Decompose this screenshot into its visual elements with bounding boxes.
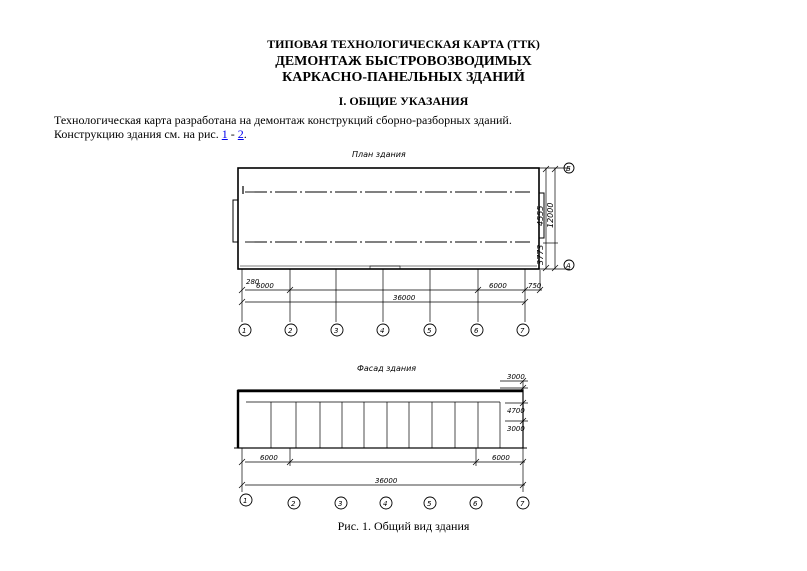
plan-dim-vert-upper: 4555 bbox=[536, 205, 545, 226]
facade-dim-top: 3000 bbox=[507, 373, 525, 381]
building-facade bbox=[234, 390, 527, 448]
plan-horizontal-dimensions bbox=[239, 269, 543, 322]
figure-1-link[interactable]: 1 bbox=[221, 127, 228, 141]
facade-axis-7: 7 bbox=[520, 500, 525, 508]
facade-axis-1: 1 bbox=[243, 497, 248, 505]
plan-axis-5: 5 bbox=[427, 327, 432, 335]
facade-title: Фасад здания bbox=[357, 364, 417, 373]
plan-dim-right-bay: 6000 bbox=[489, 282, 507, 290]
plan-axis-1: 1 bbox=[242, 327, 247, 335]
facade-axis-4: 4 bbox=[383, 500, 388, 508]
plan-axis-4: 4 bbox=[380, 327, 385, 335]
building-plan bbox=[233, 168, 544, 269]
plan-row-axis-b: Б bbox=[566, 165, 571, 173]
intro-line-2-prefix: Конструкцию здания см. на рис. bbox=[54, 127, 222, 141]
facade-axis-5: 5 bbox=[427, 500, 432, 508]
facade-dim-left-bay: 6000 bbox=[260, 454, 278, 462]
plan-title: План здания bbox=[352, 150, 406, 159]
facade-axis-2: 2 bbox=[291, 500, 296, 508]
intro-line-1: Технологическая карта разработана на демонтаж конструкций сборно-разборных зданий. bbox=[54, 113, 512, 127]
plan-dim-right-small: 750 bbox=[528, 282, 542, 290]
facade-horizontal-dimensions bbox=[239, 448, 526, 492]
facade-axis-6: 6 bbox=[473, 500, 478, 508]
facade-dim-mid: 4700 bbox=[507, 407, 525, 415]
plan-axis-2: 2 bbox=[288, 327, 293, 335]
plan-axis-3: 3 bbox=[334, 327, 339, 335]
plan-axis-6: 6 bbox=[474, 327, 479, 335]
title-line-2: КАРКАСНО-ПАНЕЛЬНЫХ ЗДАНИЙ bbox=[282, 70, 525, 85]
title-line-1: ДЕМОНТАЖ БЫСТРОВОЗВОДИМЫХ bbox=[275, 54, 532, 69]
figure-2-link[interactable]: 2 bbox=[237, 127, 244, 141]
figure-caption: Рис. 1. Общий вид здания bbox=[337, 519, 470, 533]
facade-dim-total: 36000 bbox=[375, 477, 398, 485]
document-type-heading: ТИПОВАЯ ТЕХНОЛОГИЧЕСКАЯ КАРТА (ТТК) bbox=[267, 37, 540, 51]
facade-dim-right-bay: 6000 bbox=[492, 454, 510, 462]
facade-dim-lower: 3000 bbox=[507, 425, 525, 433]
plan-dim-left-small: 280 bbox=[246, 278, 260, 286]
link-separator: - bbox=[227, 127, 238, 141]
intro-line-2-suffix: . bbox=[243, 127, 247, 141]
facade-axis-3: 3 bbox=[338, 500, 343, 508]
plan-dim-total: 36000 bbox=[393, 294, 416, 302]
plan-axis-7: 7 bbox=[520, 327, 525, 335]
plan-dim-vert-lower: 3773 bbox=[536, 244, 545, 265]
plan-dim-left-bay: 6000 bbox=[256, 282, 274, 290]
section-heading: I. ОБЩИЕ УКАЗАНИЯ bbox=[338, 94, 469, 108]
plan-row-axis-a: А bbox=[566, 262, 571, 270]
plan-dim-vert-total: 12000 bbox=[546, 202, 555, 228]
